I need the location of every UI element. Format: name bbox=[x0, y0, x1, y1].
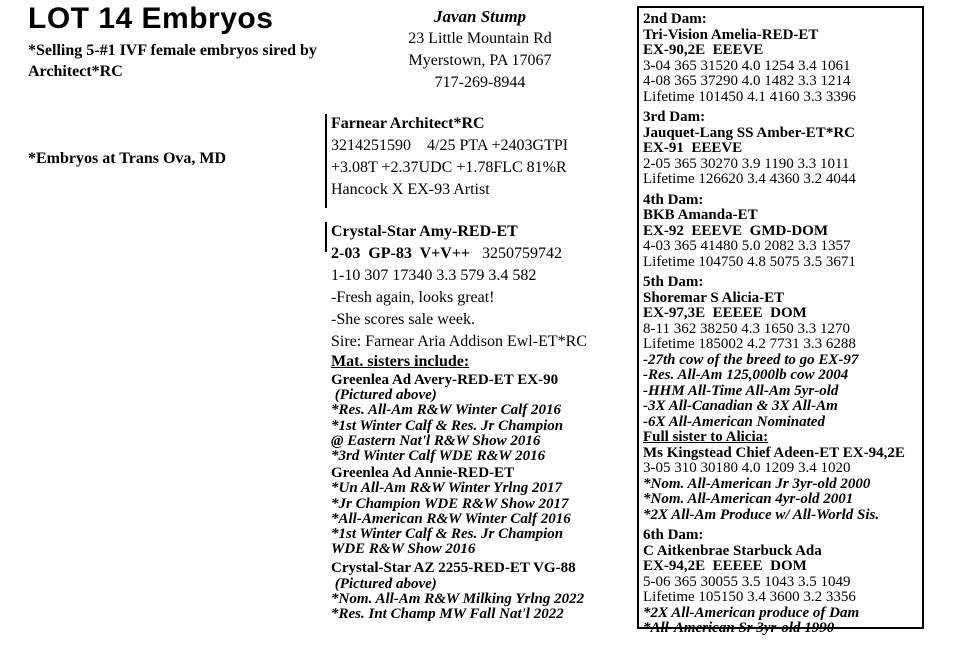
sire-name: Farnear Architect*RC bbox=[331, 115, 485, 132]
generation-class: EX-97,3E EEEEE DOM bbox=[643, 305, 807, 321]
mat-sister-note: @ Eastern Nat'l R&W Show 2016 bbox=[331, 432, 541, 449]
sire-line: Hancock X EX-93 Artist bbox=[331, 181, 490, 198]
mat-sister-note: WDE R&W Show 2016 bbox=[331, 541, 476, 558]
full-sister-name: Ms Kingstead Chief Adeen-ET EX-94,2E bbox=[643, 444, 905, 461]
pedigree-generation bbox=[643, 193, 922, 271]
generation-note: *2X All-American produce of Dam bbox=[643, 604, 860, 621]
generation-note: *All-American Sr 3yr-old 1990 bbox=[643, 620, 835, 636]
mat-sister-note: *3rd Winter Calf WDE R&W 2016 bbox=[331, 448, 546, 465]
mat-sisters-label: Mat. sisters include: bbox=[331, 353, 470, 370]
dam-class: 2-03 GP-83 V+V++ bbox=[331, 245, 471, 262]
generation-note: -3X All-Canadian & 3X All-Am bbox=[643, 398, 838, 414]
generation-record: Lifetime 101450 4.1 4160 3.3 3396 bbox=[643, 88, 856, 105]
generation-header: 6th Dam: bbox=[643, 527, 704, 543]
mat-sister-name: Crystal-Star AZ 2255-RED-ET VG-88 bbox=[331, 560, 576, 577]
full-sister-record: 3-05 310 30180 4.0 1209 3.4 1020 bbox=[643, 460, 851, 476]
generation-header: 5th Dam: bbox=[643, 274, 704, 290]
dam-name: Crystal-Star Amy-RED-ET bbox=[331, 223, 518, 240]
generation-record: 3-04 365 31520 4.0 1254 3.4 1061 bbox=[643, 57, 851, 74]
mat-sister-note: *Un All-Am R&W Winter Yrlng 2017 bbox=[331, 480, 563, 497]
generation-record: Lifetime 105150 3.4 3600 3.2 3356 bbox=[643, 589, 856, 605]
generation-note: -HHM All-Time All-Am 5yr-old bbox=[643, 382, 839, 399]
generation-header: 2nd Dam: bbox=[643, 11, 707, 27]
pedigree-generation bbox=[643, 110, 922, 188]
generation-name: Tri-Vision Amelia-RED-ET bbox=[643, 26, 819, 43]
generation-name: BKB Amanda-ET bbox=[643, 207, 758, 223]
consignor-block bbox=[372, 6, 588, 94]
lot-title: LOT 14 Embryos bbox=[28, 2, 274, 35]
selling-note: *Selling 5-#1 IVF female embryos sired by Architect*RC bbox=[28, 42, 317, 80]
generation-header: 3rd Dam: bbox=[643, 109, 706, 125]
generation-record: 4-08 365 37290 4.0 1482 3.3 1214 bbox=[643, 73, 851, 89]
pedigree-box bbox=[637, 6, 924, 636]
full-sister-note: *Nom. All-American 4yr-old 2001 bbox=[643, 491, 854, 507]
mat-sister-name: Greenlea Ad Avery-RED-ET EX-90 bbox=[331, 372, 559, 388]
dam-block bbox=[331, 221, 633, 622]
sire-line: 3214251590 4/25 PTA +2403GTPI bbox=[331, 137, 569, 154]
mat-sister-note: *Jr Champion WDE R&W Show 2017 bbox=[331, 495, 569, 512]
consignor-address-line-1: 23 Little Mountain Rd bbox=[408, 30, 552, 47]
pedigree-generation bbox=[643, 12, 922, 105]
mat-sister-note: *1st Winter Calf & Res. Jr Champion bbox=[331, 526, 564, 543]
generation-record: 5-06 365 30055 3.5 1043 3.5 1049 bbox=[643, 573, 851, 590]
consignor-address-line-2: Myerstown, PA 17067 bbox=[408, 52, 552, 69]
mat-sister bbox=[331, 373, 633, 464]
dam-note: -She scores sale week. bbox=[331, 311, 475, 328]
full-sister-note: *Nom. All-American Jr 3yr-old 2000 bbox=[643, 475, 871, 492]
generation-record: Lifetime 104750 4.8 5075 3.5 3671 bbox=[643, 253, 856, 270]
generation-record: Lifetime 126620 3.4 4360 3.2 4044 bbox=[643, 171, 856, 187]
mat-sister bbox=[331, 466, 633, 557]
sire-block bbox=[331, 113, 633, 201]
full-sister-label: Full sister to Alicia: bbox=[643, 429, 769, 445]
dam-sire: Sire: Farnear Aria Addison Ewl-ET*RC bbox=[331, 333, 587, 350]
mat-sister-note: *Nom. All-Am R&W Milking Yrlng 2022 bbox=[331, 590, 585, 607]
generation-record: 4-03 365 41480 5.0 2082 3.3 1357 bbox=[643, 238, 851, 254]
generation-name: C Aitkenbrae Starbuck Ada bbox=[643, 542, 822, 559]
mat-sister-note: *Res. All-Am R&W Winter Calf 2016 bbox=[331, 402, 562, 419]
dam-registration: 3250759742 bbox=[482, 245, 563, 262]
location-note: *Embryos at Trans Ova, MD bbox=[28, 150, 227, 167]
generation-class: EX-90,2E EEEVE bbox=[643, 42, 764, 58]
mat-sister-note: *1st Winter Calf & Res. Jr Champion bbox=[331, 417, 564, 434]
generation-note: -Res. All-Am 125,000lb cow 2004 bbox=[643, 367, 849, 383]
dam-note: -Fresh again, looks great! bbox=[331, 289, 495, 306]
generation-note: -6X All-American Nominated bbox=[643, 413, 825, 430]
consignor-name: Javan Stump bbox=[433, 7, 527, 26]
mat-sister-note: *All-American R&W Winter Calf 2016 bbox=[331, 510, 571, 527]
sire-line: +3.08T +2.37UDC +1.78FLC 81%R bbox=[331, 159, 567, 176]
generation-name: Shoremar S Alicia-ET bbox=[643, 289, 785, 306]
generation-class: EX-91 EEEVE bbox=[643, 140, 743, 156]
mat-sister bbox=[331, 561, 633, 622]
full-sister-note: *2X All-Am Produce w/ All-World Sis. bbox=[643, 506, 880, 523]
sire-divider bbox=[325, 114, 327, 208]
generation-name: Jauquet-Lang SS Amber-ET*RC bbox=[643, 124, 855, 141]
mat-sister-note: (Pictured above) bbox=[331, 387, 437, 404]
mat-sister-name: Greenlea Ad Annie-RED-ET bbox=[331, 465, 515, 482]
dam-divider bbox=[325, 222, 327, 252]
generation-record: 2-05 365 30270 3.9 1190 3.3 1011 bbox=[643, 155, 850, 172]
consignor-phone: 717-269-8944 bbox=[434, 74, 526, 91]
pedigree-generation bbox=[643, 528, 922, 637]
generation-note: -27th cow of the breed to go EX-97 bbox=[643, 351, 859, 368]
generation-header: 4th Dam: bbox=[643, 191, 704, 208]
generation-record: Lifetime 185002 4.2 7731 3.3 6288 bbox=[643, 336, 856, 352]
dam-record: 1-10 307 17340 3.3 579 3.4 582 bbox=[331, 267, 537, 284]
mat-sister-note: (Pictured above) bbox=[331, 575, 437, 592]
pedigree-generation bbox=[643, 275, 922, 523]
generation-class: EX-92 EEEVE GMD-DOM bbox=[643, 222, 828, 239]
generation-class: EX-94,2E EEEEE DOM bbox=[643, 558, 807, 574]
mat-sister-note: *Res. Int Champ MW Fall Nat'l 2022 bbox=[331, 606, 564, 623]
generation-record: 8-11 362 38250 4.3 1650 3.3 1270 bbox=[643, 320, 850, 337]
